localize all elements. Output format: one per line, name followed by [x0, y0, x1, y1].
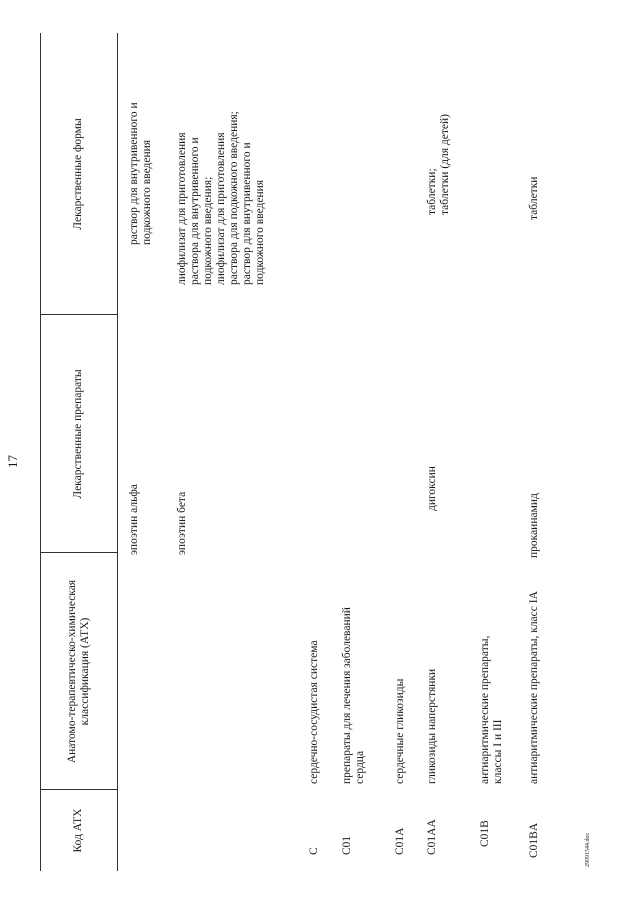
form-line: раствора для внутривенного и	[189, 137, 201, 285]
row-5-classification: сердечные гликозиды	[394, 678, 406, 784]
row-3-code: C	[308, 847, 320, 855]
row-8-forms: таблетки	[528, 176, 540, 220]
row-6-classification: гликозиды наперстянки	[426, 668, 438, 784]
header-classification-line-1: Анатомо-терапевтическо-химическая	[66, 579, 78, 764]
form-line: раствора для подкожного введения;	[228, 111, 240, 285]
row-1-drug: эпоэтин альфа	[128, 484, 140, 555]
form-line: лиофилизат для приготовления	[176, 132, 188, 285]
row-8-code: C01BA	[528, 822, 540, 858]
form-line: лиофилизат для приготовления	[215, 132, 227, 285]
table-header-bottom-rule	[117, 33, 118, 871]
form-line: таблетки (для детей)	[439, 114, 451, 215]
form-line: подкожного введения;	[202, 176, 214, 285]
row-2-drug: эпоэтин бета	[176, 491, 188, 555]
header-atc-code: Код АТХ	[72, 808, 84, 853]
page-number: 17	[5, 455, 20, 468]
row-3-classification: сердечно-сосудистая система	[308, 640, 320, 784]
header-dosage-forms: Лекарственные формы	[72, 118, 84, 230]
row-8-classification: антиаритмические препараты, класс IA	[528, 591, 540, 784]
row-4-classification	[341, 607, 367, 784]
header-drugs: Лекарственные препараты	[72, 369, 84, 499]
row-7-classification	[479, 636, 505, 784]
table-top-rule	[40, 33, 41, 871]
form-line: раствор для внутривенного и	[241, 142, 253, 285]
class-line: препараты для лечения заболеваний	[341, 607, 353, 784]
class-line: классы I и III	[492, 719, 504, 784]
form-line: подкожного введения	[141, 139, 153, 245]
form-line: раствор для внутривенного и	[128, 102, 140, 245]
row-6-code: C01AA	[426, 819, 438, 855]
row-1-forms	[128, 102, 154, 245]
header-classification-line-2: классификация (АТХ)	[79, 617, 91, 726]
row-7-code: C01B	[479, 820, 491, 847]
row-2-forms	[176, 111, 267, 285]
form-line: подкожного введения	[254, 179, 266, 285]
row-5-code: C01A	[394, 827, 406, 855]
header-atc-classification	[66, 553, 92, 790]
footer-filename: 29091544.doc	[585, 832, 591, 867]
row-6-drug: дигоксин	[426, 466, 438, 511]
class-line: антиаритмические препараты,	[479, 635, 491, 784]
form-line: таблетки;	[426, 168, 438, 215]
row-4-code: C01	[341, 835, 353, 855]
row-8-drug: прокаинамид	[528, 493, 540, 558]
row-6-forms	[426, 114, 452, 215]
class-line: сердца	[354, 750, 366, 784]
